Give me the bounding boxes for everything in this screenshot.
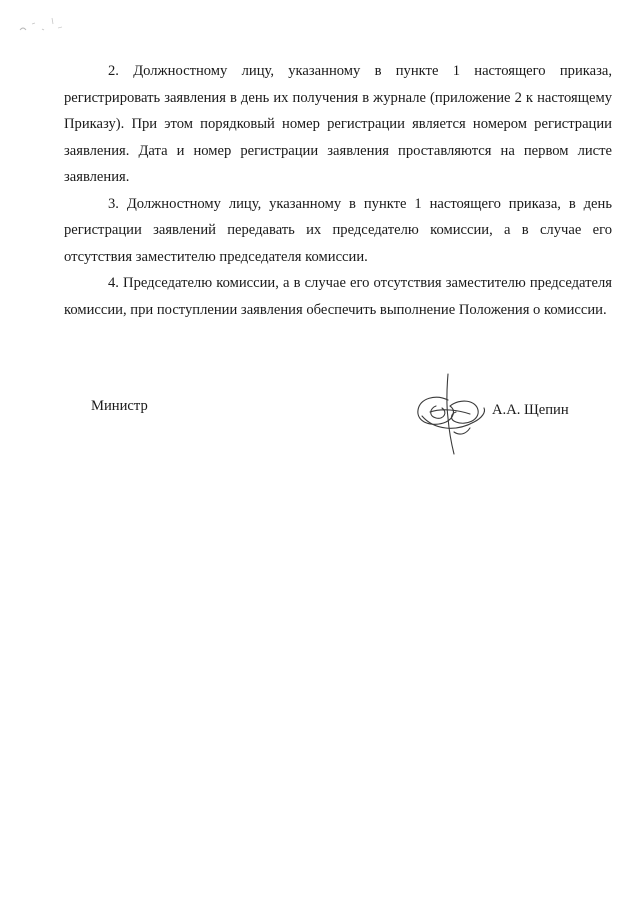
paragraph-2: 2. Должностному лицу, указанному в пункте 1 настоящего приказа, регистрировать заявления в день их получения в журнале (приложение 2 к настоящему Приказу). При этом порядковый номер регистрации является номером регистрации заявления. Дата и номер регистрации заявления проставляются на первом листе заявления.	[64, 63, 612, 185]
handwritten-signature	[408, 372, 490, 458]
paragraph-3: 3. Должностному лицу, указанному в пункте 1 настоящего приказа, в день регистрации заявлений передавать их председателю комиссии, а в случае его отсутствия заместителю председателя комиссии.	[64, 195, 612, 265]
signature-block	[0, 390, 640, 470]
signatory-name: А.А. Щепин	[492, 402, 569, 418]
body-text	[64, 58, 612, 323]
scan-artifact-marks	[14, 10, 74, 40]
signatory-position: Министр	[91, 398, 148, 414]
paragraph-4: 4. Председателю комиссии, а в случае его отсутствия заместителю председателя комиссии, при поступлении заявления обеспечить выполнение Положения о комиссии.	[64, 275, 612, 318]
